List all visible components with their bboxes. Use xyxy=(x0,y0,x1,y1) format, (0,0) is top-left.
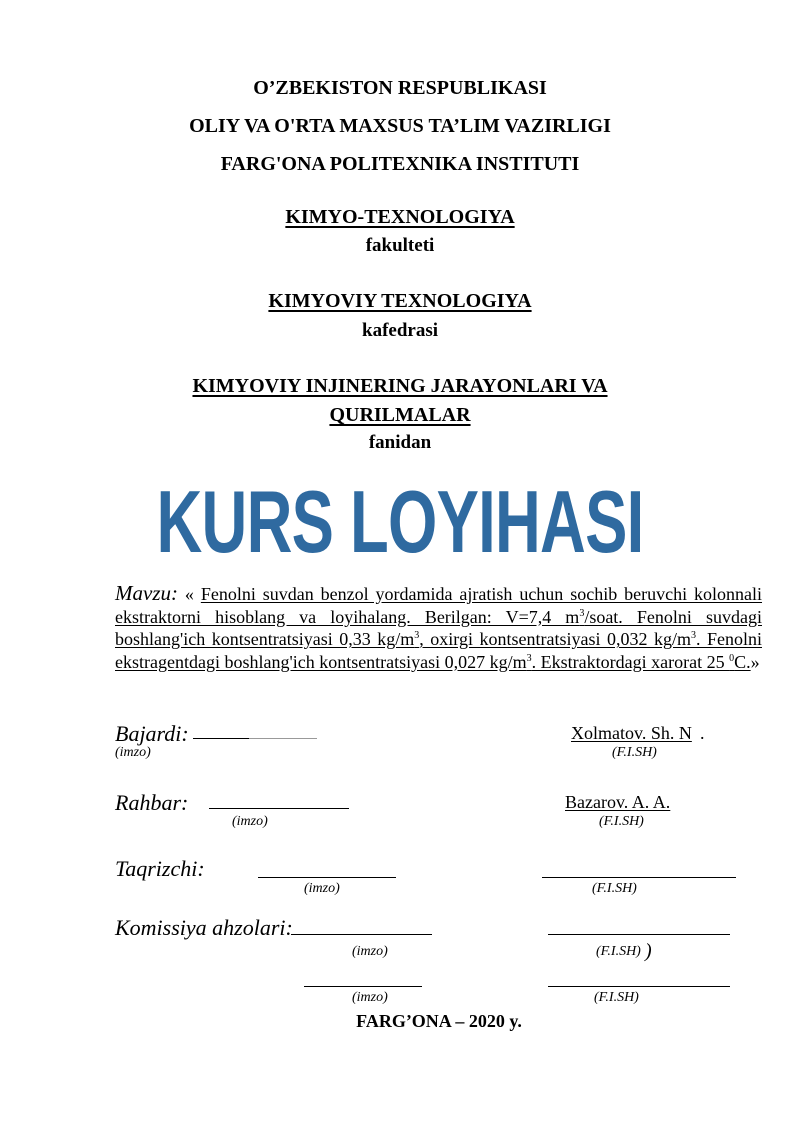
bajardi-name: Xolmatov. Sh. N xyxy=(571,723,692,743)
bajardi-fish: (F.I.SH) xyxy=(612,745,657,760)
komissiya-imzo-2: (imzo) xyxy=(352,990,388,1005)
bajardi-name-dot: . xyxy=(700,723,705,743)
taqrizchi-imzo: (imzo) xyxy=(304,881,340,896)
taqrizchi-name-line xyxy=(542,877,736,878)
topic-label: Mavzu: xyxy=(115,581,178,605)
bajardi-signature-line-faded xyxy=(249,738,317,739)
komissiya-name-line-1 xyxy=(548,934,730,935)
taqrizchi-signature-line xyxy=(258,877,396,878)
komissiya-signature-line-1 xyxy=(291,934,432,935)
komissiya-fish-1: (F.I.SH) xyxy=(596,944,641,959)
komissiya-fish-1-paren: ) xyxy=(645,940,652,962)
country-heading: O’ZBEKISTON RESPUBLIKASI xyxy=(253,77,547,99)
komissiya-signature-line-2 xyxy=(304,986,422,987)
taqrizchi-fish: (F.I.SH) xyxy=(592,881,637,896)
bajardi-imzo: (imzo) xyxy=(115,745,151,760)
faculty-name: KIMYO-TEXNOLOGIYA xyxy=(285,206,515,228)
faculty-suffix: fakulteti xyxy=(365,235,435,256)
footer-city-year: FARG’ONA – 2020 y. xyxy=(356,1011,522,1031)
faculty-block xyxy=(0,205,800,229)
rahbar-name: Bazarov. A. A. xyxy=(565,792,671,812)
subject-line-2: QURILMALAR xyxy=(329,404,471,426)
department-name: KIMYOVIY TEXNOLOGIYA xyxy=(268,290,532,312)
komissiya-label: Komissiya ahzolari: xyxy=(115,915,293,940)
ministry-heading: OLIY VA O'RTA MAXSUS TA’LIM VAZIRLIGI xyxy=(189,115,611,137)
komissiya-name-line-2 xyxy=(548,986,730,987)
komissiya-imzo-1: (imzo) xyxy=(352,944,388,959)
komissiya-fish-2: (F.I.SH) xyxy=(594,990,639,1005)
taqrizchi-label: Taqrizchi: xyxy=(115,856,205,881)
subject-line-1: KIMYOVIY INJINERING JARAYONLARI VA xyxy=(192,375,608,397)
topic-paragraph: Mavzu: « Fenolni suvdan benzol yordamida ajratish uchun sochib beruvchi kolonnali ekstraktorni hisoblang va loyihalang. Berilgan: V=7,4 $m^3$/soat. Fenolni suvdagi boshlang'ich kontsentratsiyasi 0,33 $kg/m^3$, oxirgi kontsentratsiyasi 0,032 $kg/m^3$. Fenolni ekstragentdagi boshlang'ich kontsentratsiyasi 0,027 $kg/m^3$. Ekstraktordagi xarorat 25 $^0$C.» xyxy=(115,581,763,672)
institute-heading: FARG'ONA POLITEXNIKA INSTITUTI xyxy=(220,153,580,175)
subject-suffix: fanidan xyxy=(368,432,432,453)
rahbar-label: Rahbar: xyxy=(115,790,189,815)
department-block xyxy=(0,289,800,313)
rahbar-fish: (F.I.SH) xyxy=(599,814,644,829)
rahbar-imzo: (imzo) xyxy=(232,814,268,829)
department-suffix: kafedrasi xyxy=(362,320,438,341)
bajardi-signature-line xyxy=(193,738,249,739)
topic-text: Fenolni suvdan benzol yordamida ajratish uchun sochib beruvchi kolonnali ekstraktorni hisoblang va loyihalang. Berilgan: V=7,4 $m^3$/soat. Fenolni suvdagi boshlang'ich kontsentratsiyasi 0,33 $kg/m^3$, oxirgi kontsentratsiyasi 0,032 $kg/m^3$. Fenolni ekstragentdagi boshlang'ich kontsentratsiyasi 0,027 $kg/m^3$. Ekstraktordagi xarorat 25 $^0$C. xyxy=(115,584,763,672)
bajardi-label: Bajardi: xyxy=(115,721,189,746)
rahbar-signature-line xyxy=(209,808,349,809)
course-project-title: KURS LOYIHASI xyxy=(156,472,644,571)
